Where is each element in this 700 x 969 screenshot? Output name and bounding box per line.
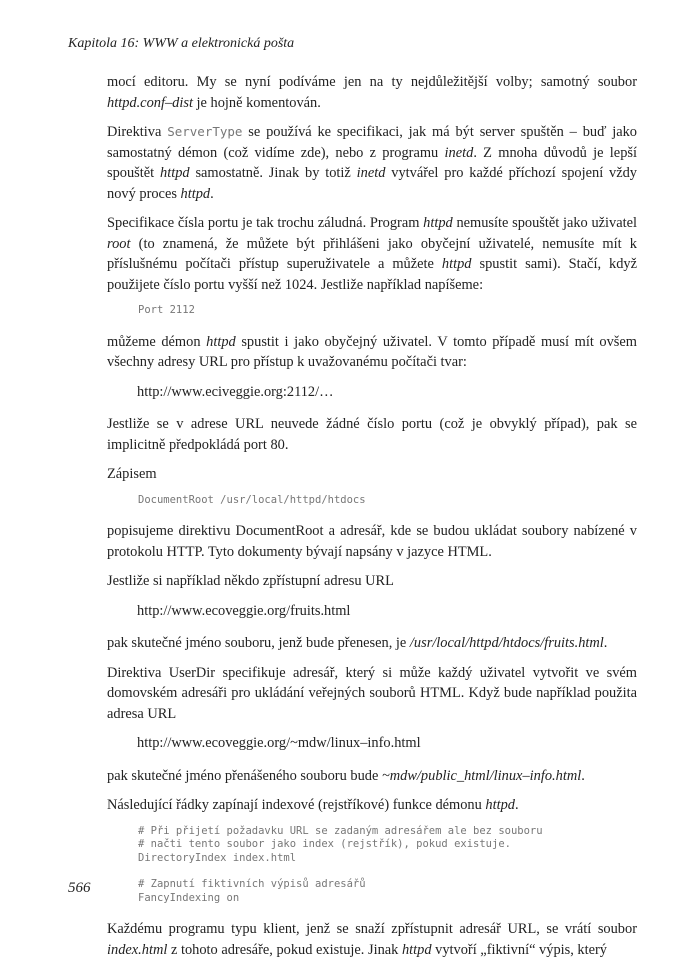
file-path: /usr/local/httpd/htdocs/fruits.html bbox=[409, 635, 604, 651]
page-number: 566 bbox=[68, 880, 91, 896]
paragraph: Následující řádky zapínají indexové (rejstříkové) funkce démonu httpd. bbox=[107, 797, 519, 813]
running-header: Kapitola 16: WWW a elektronická pošta bbox=[68, 36, 295, 51]
paragraph: Jestliže si například někdo zpřístupní adresu URL bbox=[107, 573, 394, 589]
paragraph: pak skutečné jméno souboru, jenž bude přenesen, je /usr/local/httpd/htdocs/fruits.html. bbox=[107, 635, 608, 651]
page-body bbox=[107, 72, 637, 969]
paragraph: Jestliže se v adrese URL neuvede žádné číslo portu (což je obvyklý případ), pak se implicitně předpokládá port 80. bbox=[107, 416, 637, 453]
code-block: Port 2112 bbox=[138, 304, 195, 316]
filename: index.html bbox=[107, 941, 168, 958]
paragraph: Direktiva ServerType se používá ke specifikaci, jak má být server spuštěn – buď jako samostatný démon (což vidíme zde), nebo z programu inetd. Z mnoha důvodů je lepší spouštět httpd samostatně. Jinak by totiž inetd vytvářel pro každé příchozí spojení vždy nový proces httpd. bbox=[107, 124, 637, 202]
paragraph: Každému programu typu klient, jenž se snaží zpřístupnit adresář URL, se vrátí soubor index.html z tohoto adresáře, pokud existuje. Jinak httpd vytvoří „fiktivní“ výpis, který bbox=[107, 921, 637, 958]
url-example: http://www.ecoveggie.org/~mdw/linux–info.html bbox=[137, 735, 421, 751]
url-example: http://www.eciveggie.org:2112/… bbox=[137, 383, 334, 400]
paragraph: Direktiva UserDir specifikuje adresář, který si může každý uživatel vytvořit ve svém domovském adresáři pro ukládání veřejných souborů HTML. Když bude například použita adresa URL bbox=[107, 664, 637, 722]
code-block: DocumentRoot /usr/local/httpd/htdocs bbox=[138, 493, 366, 506]
paragraph: mocí editoru. My se nyní podíváme jen na ty nejdůležitější volby; samotný soubor httpd.conf–dist je hojně komentován. bbox=[107, 74, 637, 111]
paragraph: Zápisem bbox=[107, 466, 157, 482]
paragraph: popisujeme direktivu DocumentRoot a adresář, kde se budou ukládat soubory nabízené v protokolu HTTP. Tyto dokumenty bývají napsány v jazyce HTML. bbox=[107, 523, 637, 560]
filename: httpd.conf–dist bbox=[107, 94, 193, 111]
inline-code: ServerType bbox=[167, 124, 243, 139]
file-path: ~mdw/public_html/linux–info.html bbox=[381, 767, 582, 784]
paragraph: Specifikace čísla portu je tak trochu záludná. Program httpd nemusíte spouštět jako uživatel root (to znamená, že můžete být přihlášeni jako obyčejní uživatelé, nemusíte mít k příslušnému počítači přístup superuživatele a můžete httpd spustit sami). Stačí, když použijete číslo portu vyšší než 1024. Jestliže například napíšeme: bbox=[107, 215, 638, 293]
paragraph: můžeme démon httpd spustit i jako obyčejný uživatel. V tomto případě musí mít ovšem všechny adresy URL pro přístup k uvažovanému počítači tvar: bbox=[107, 333, 637, 370]
url-example: http://www.ecoveggie.org/fruits.html bbox=[137, 602, 351, 619]
code-block: # Při přijetí požadavku URL se zadaným adresářem ale bez souboru # načti tento soubor jako index (rejstřík), pokud existuje. DirectoryIndex index.html # Zapnutí fiktivních výpisů adresářů FancyIndexing on bbox=[138, 824, 543, 904]
paragraph: pak skutečné jméno přenášeného souboru bude ~mdw/public_html/linux–info.html. bbox=[107, 767, 585, 784]
